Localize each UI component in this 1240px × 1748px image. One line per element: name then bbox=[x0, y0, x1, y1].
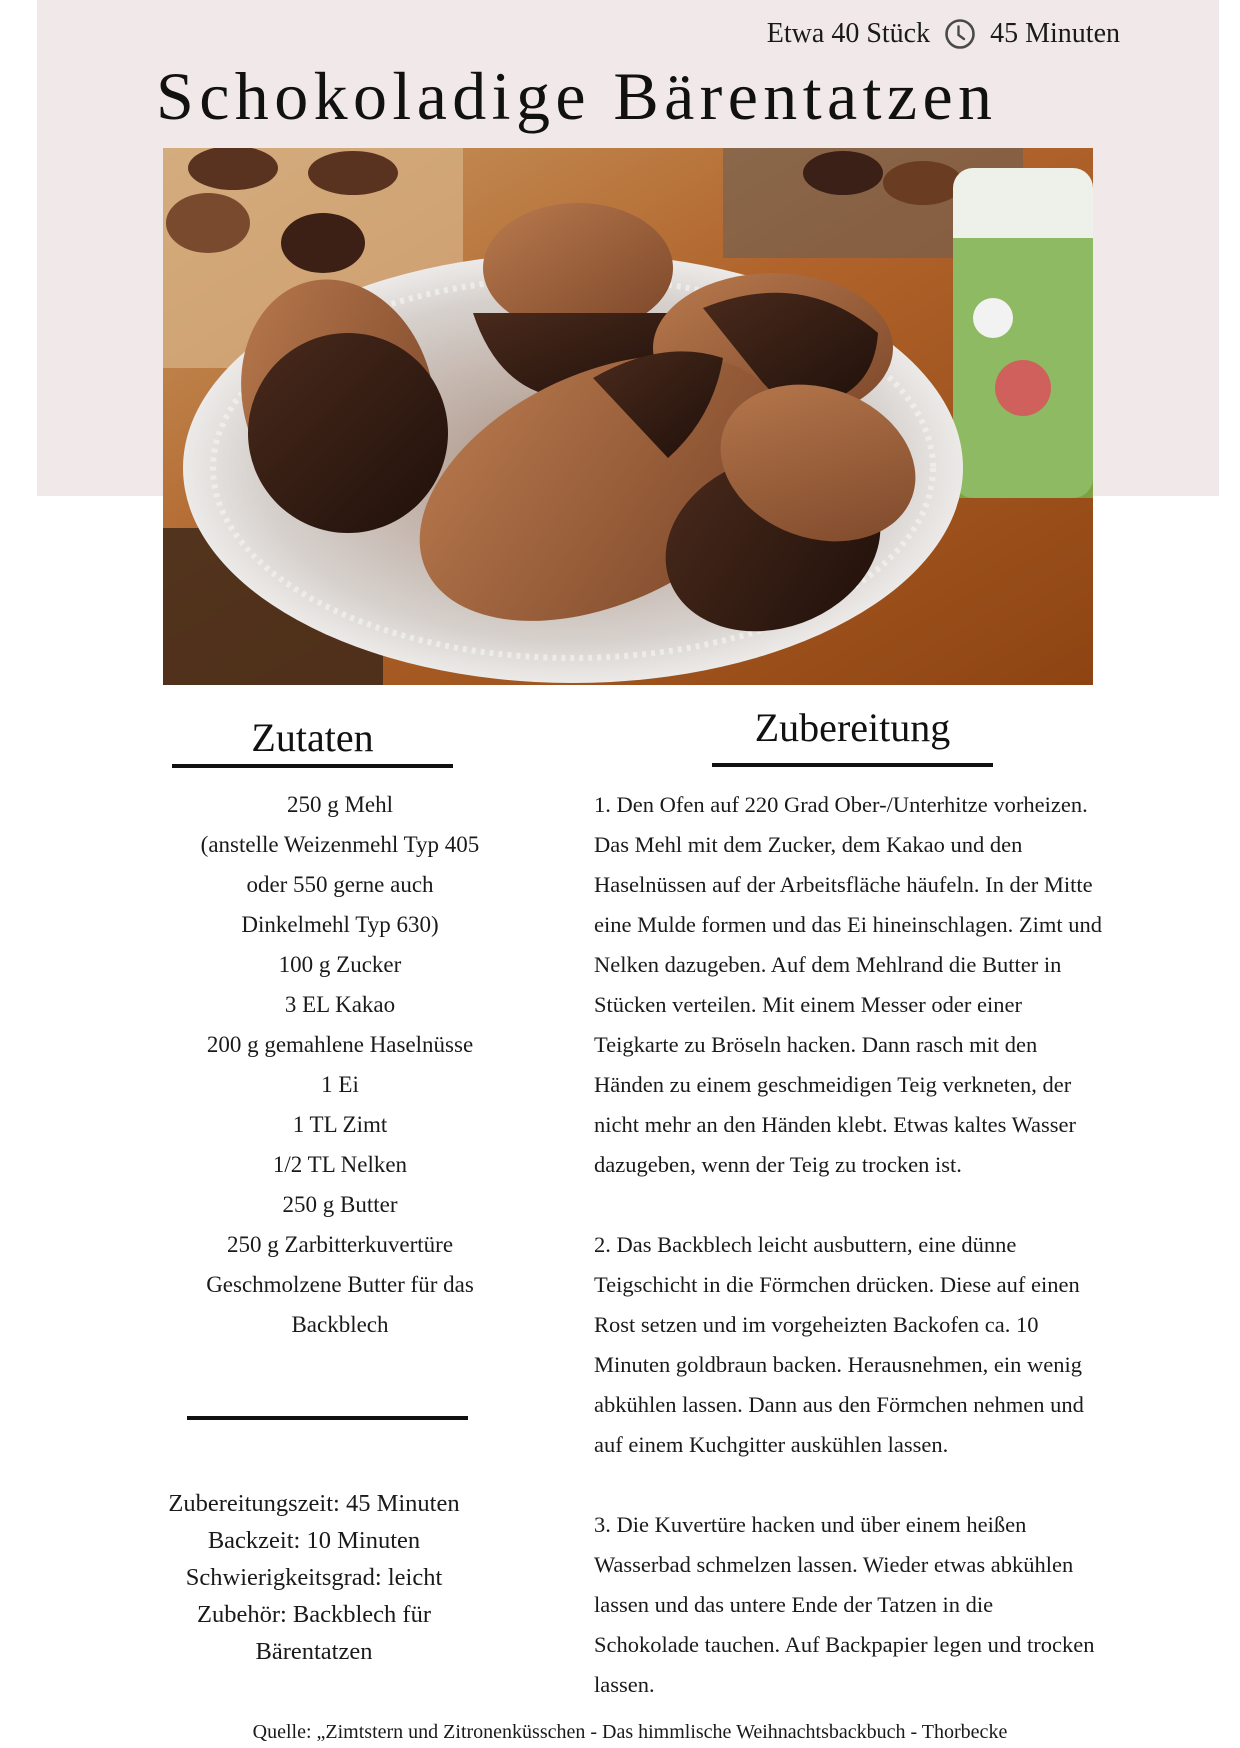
ingredient-item: Geschmolzene Butter für das bbox=[206, 1272, 474, 1297]
step-line: Schokolade tauchen. Auf Backpapier legen und trocken bbox=[594, 1632, 1095, 1657]
step-line: abkühlen lassen. Dann aus den Förmchen nehmen und bbox=[594, 1392, 1084, 1417]
ingredient-item: 3 EL Kakao bbox=[284, 992, 396, 1017]
clock-icon bbox=[944, 18, 976, 50]
step-line: Minuten goldbraun backen. Herausnehmen, ein wenig bbox=[594, 1352, 1082, 1377]
difficulty: Schwierigkeitsgrad: leicht bbox=[185, 1564, 443, 1591]
recipe-info-block bbox=[134, 1485, 494, 1670]
step-line: nicht mehr an den Händen klebt. Etwas kaltes Wasser bbox=[594, 1112, 1077, 1137]
ingredient-item: 100 g Zucker bbox=[278, 952, 402, 977]
step-line: Nelken dazugeben. Auf dem Mehlrand die Butter in bbox=[594, 952, 1062, 977]
step-line: Rost setzen und im vorgeheizten Backofen ca. 10 bbox=[594, 1312, 1039, 1337]
ingredient-item: 1/2 TL Nelken bbox=[272, 1152, 408, 1177]
source-citation: Quelle: „Zimtstern und Zitronenküsschen - Das himmlische Weihnachtsbackbuch - Thorbecke bbox=[252, 1721, 1008, 1743]
recipe-meta bbox=[700, 12, 1120, 56]
step-line: 3. Die Kuvertüre hacken und über einem heißen bbox=[594, 1512, 1027, 1537]
equipment: Zubehör: Backblech für bbox=[196, 1601, 432, 1628]
ingredient-item: 250 g Mehl bbox=[286, 792, 394, 817]
ingredient-item: oder 550 gerne auch bbox=[246, 872, 434, 897]
step-line: Das Mehl mit dem Zucker, dem Kakao und den bbox=[594, 832, 1023, 857]
step-1 bbox=[594, 785, 1174, 1185]
ingredient-item: 200 g gemahlene Haselnüsse bbox=[206, 1032, 474, 1057]
prep-time: Zubereitungszeit: 45 Minuten bbox=[168, 1490, 460, 1517]
ingredient-item: Dinkelmehl Typ 630) bbox=[241, 912, 439, 937]
yield-label: Etwa 40 Stück bbox=[766, 18, 931, 49]
section-divider bbox=[187, 1416, 468, 1420]
step-line: Wasserbad schmelzen lassen. Wieder etwas abkühlen bbox=[594, 1552, 1074, 1577]
ingredient-item: Backblech bbox=[291, 1312, 389, 1337]
step-line: Teigkarte zu Bröseln hacken. Dann rasch mit den bbox=[594, 1032, 1038, 1057]
time-label: 45 Minuten bbox=[990, 18, 1120, 49]
recipe-photo bbox=[163, 148, 1093, 685]
step-line: Stücken verteilen. Mit einem Messer oder einer bbox=[594, 992, 1022, 1017]
recipe-title: Schokoladige Bärentatzen bbox=[156, 58, 998, 134]
step-line: auf einem Kuchgitter auskühlen lassen. bbox=[594, 1432, 949, 1457]
step-line: lassen. bbox=[594, 1672, 655, 1697]
step-line: Haselnüssen auf der Arbeitsfläche häufeln. In der Mitte bbox=[594, 872, 1093, 897]
ingredients-heading: Zutaten bbox=[251, 715, 374, 760]
bake-time: Backzeit: 10 Minuten bbox=[207, 1527, 421, 1554]
step-line: 2. Das Backblech leicht ausbuttern, eine dünne bbox=[594, 1232, 1017, 1257]
ingredient-item: 1 TL Zimt bbox=[292, 1112, 388, 1137]
cookies-photo-illustration bbox=[163, 148, 1093, 685]
step-line: lassen und das untere Ende der Tatzen in die bbox=[594, 1592, 994, 1617]
step-line: dazugeben, wenn der Teig zu trocken ist. bbox=[594, 1152, 962, 1177]
equipment-continued: Bärentatzen bbox=[255, 1638, 373, 1665]
step-line: Händen zu einem geschmeidigen Teig verkneten, der bbox=[594, 1072, 1072, 1097]
ingredient-item: 250 g Zarbitterkuvertüre bbox=[226, 1232, 454, 1257]
preparation-heading: Zubereitung bbox=[754, 705, 951, 750]
preparation-heading-underline bbox=[712, 763, 993, 767]
ingredients-heading-underline bbox=[172, 764, 453, 768]
step-2 bbox=[594, 1225, 1174, 1465]
step-line: eine Mulde formen und das Ei hineinschlagen. Zimt und bbox=[594, 912, 1103, 937]
step-3 bbox=[594, 1505, 1174, 1705]
ingredient-item: 1 Ei bbox=[321, 1072, 359, 1097]
step-line: Teigschicht in die Förmchen drücken. Diese auf einen bbox=[594, 1272, 1080, 1297]
ingredients-list bbox=[170, 785, 510, 1345]
step-line: 1. Den Ofen auf 220 Grad Ober-/Unterhitze vorheizen. bbox=[594, 792, 1088, 817]
preparation-steps bbox=[594, 785, 1174, 1745]
ingredient-item: 250 g Butter bbox=[282, 1192, 398, 1217]
ingredient-item: (anstelle Weizenmehl Typ 405 bbox=[200, 832, 480, 857]
